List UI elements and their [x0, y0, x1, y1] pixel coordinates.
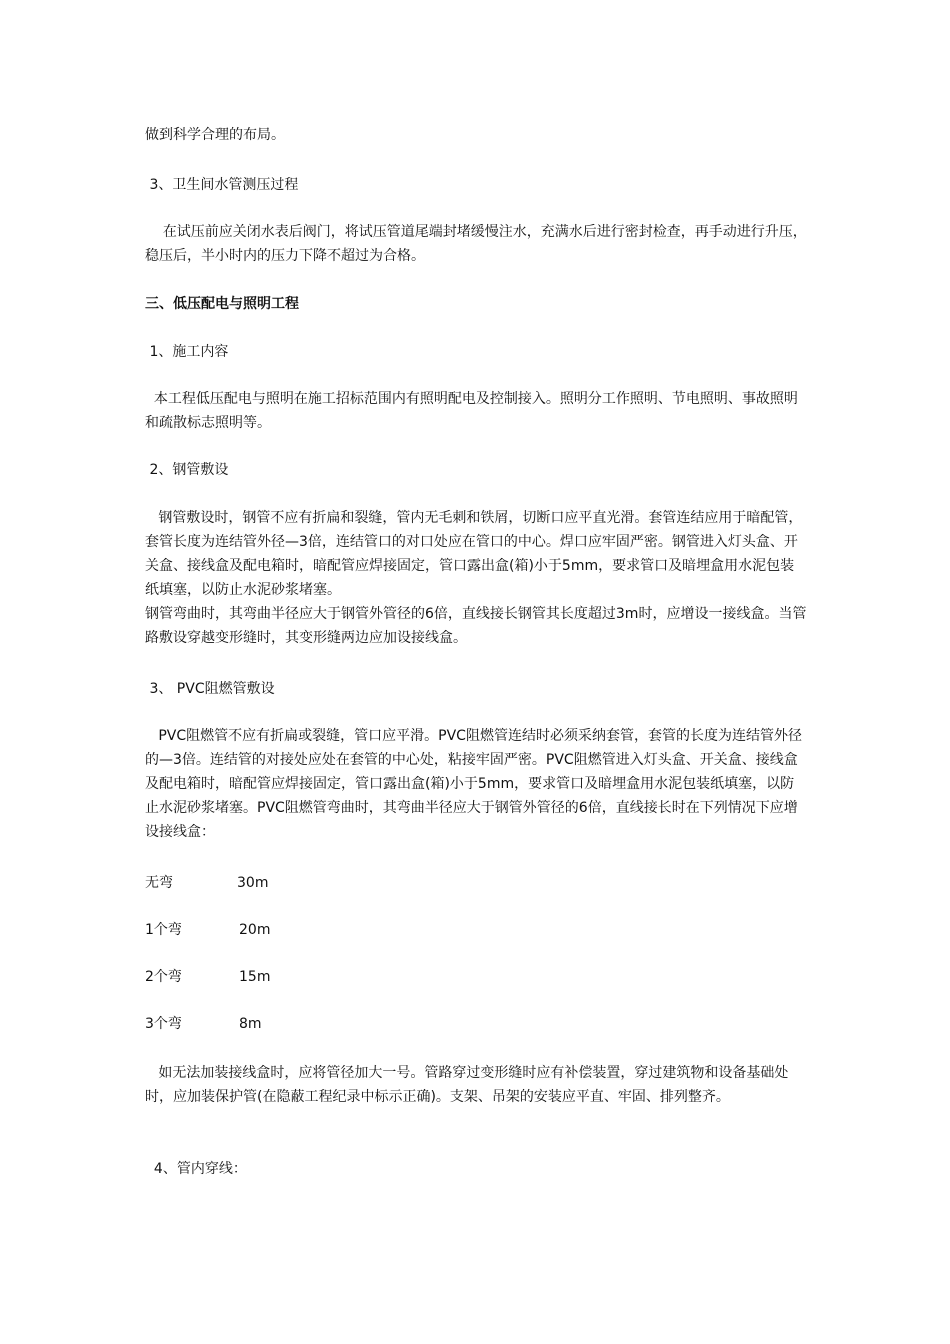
- list-item: [145, 871, 545, 895]
- paragraph-construction-content: 本工程低压配电与照明在施工招标范围内有照明配电及控制接入。照明分工作照明、节电照明、事故照明和疏散标志照明等。: [145, 391, 798, 431]
- heading-section-3: 三、低压配电与照明工程: [145, 296, 299, 312]
- heading-pressure-test: 3、卫生间水管测压过程: [145, 177, 299, 193]
- list-item: [145, 918, 545, 942]
- bend-length: 20m: [239, 922, 271, 938]
- bend-length: 8m: [239, 1016, 262, 1032]
- bend-label: 2个弯: [145, 969, 182, 985]
- paragraph-pipe-notes: 如无法加装接线盒时，应将管径加大一号。管路穿过变形缝时应有补偿装置，穿过建筑物和设备基础处时，应加装保护管(在隐蔽工程纪录中标示正确)。支架、吊架的安装应平直、牢固、排列整齐。: [145, 1065, 789, 1105]
- heading-pvc-pipe: 3、 PVC阻燃管敷设: [145, 681, 275, 697]
- bend-label: 1个弯: [145, 922, 182, 938]
- paragraph-pvc-pipe: PVC阻燃管不应有折扁或裂缝，管口应平滑。PVC阻燃管连结时必须采纳套管，套管的长度为连结管外径的—3倍。连结管的对接处应处在套管的中心处，粘接牢固严密。PVC阻燃管进入灯头盒、开关盒、接线盒及配电箱时，暗配管应焊接固定，管口露出盒(箱)小于5mm，要求管口及暗埋盒用水泥包装纸填塞，以防止水泥砂浆堵塞。PVC阻燃管弯曲时，其弯曲半径应大于钢管外管径的6倍，直线接长时在下列情况下应增设接线盒：: [145, 728, 802, 840]
- paragraph-intro-end: 做到科学合理的布局。: [145, 127, 285, 143]
- bend-length: 30m: [237, 875, 269, 891]
- list-item: [145, 1012, 545, 1036]
- paragraph-pressure-test: 在试压前应关闭水表后阀门，将试压管道尾端封堵缓慢注水，充满水后进行密封检查，再手动进行升压，稳压后，半小时内的压力下降不超过为合格。: [145, 224, 807, 264]
- heading-construction-content: 1、施工内容: [145, 344, 229, 360]
- bend-label: 无弯: [145, 875, 173, 891]
- bend-label: 3个弯: [145, 1016, 182, 1032]
- paragraph-steel-pipe: 钢管敷设时，钢管不应有折扁和裂缝，管内无毛刺和铁屑，切断口应平直光滑。套管连结应用于暗配管，套管长度为连结管外径—3倍，连结管口的对口处应在管口的中心。焊口应牢固严密。钢管进入灯头盒、开关盒、接线盒及配电箱时，暗配管应焊接固定，管口露出盒(箱)小于5mm，要求管口及暗埋盒用水泥包装纸填塞，以防止水泥砂浆堵塞。 钢管弯曲时，其弯曲半径应大于钢管外管径的6倍，直线接长钢管其长度超过3m时，应增设一接线盒。当管路敷设穿越变形缝时，其变形缝两边应加设接线盒。: [145, 510, 807, 646]
- heading-steel-pipe: 2、钢管敷设: [145, 462, 229, 478]
- list-item: [145, 965, 545, 989]
- heading-wire-threading: 4、管内穿线：: [145, 1161, 247, 1177]
- bend-length: 15m: [239, 969, 271, 985]
